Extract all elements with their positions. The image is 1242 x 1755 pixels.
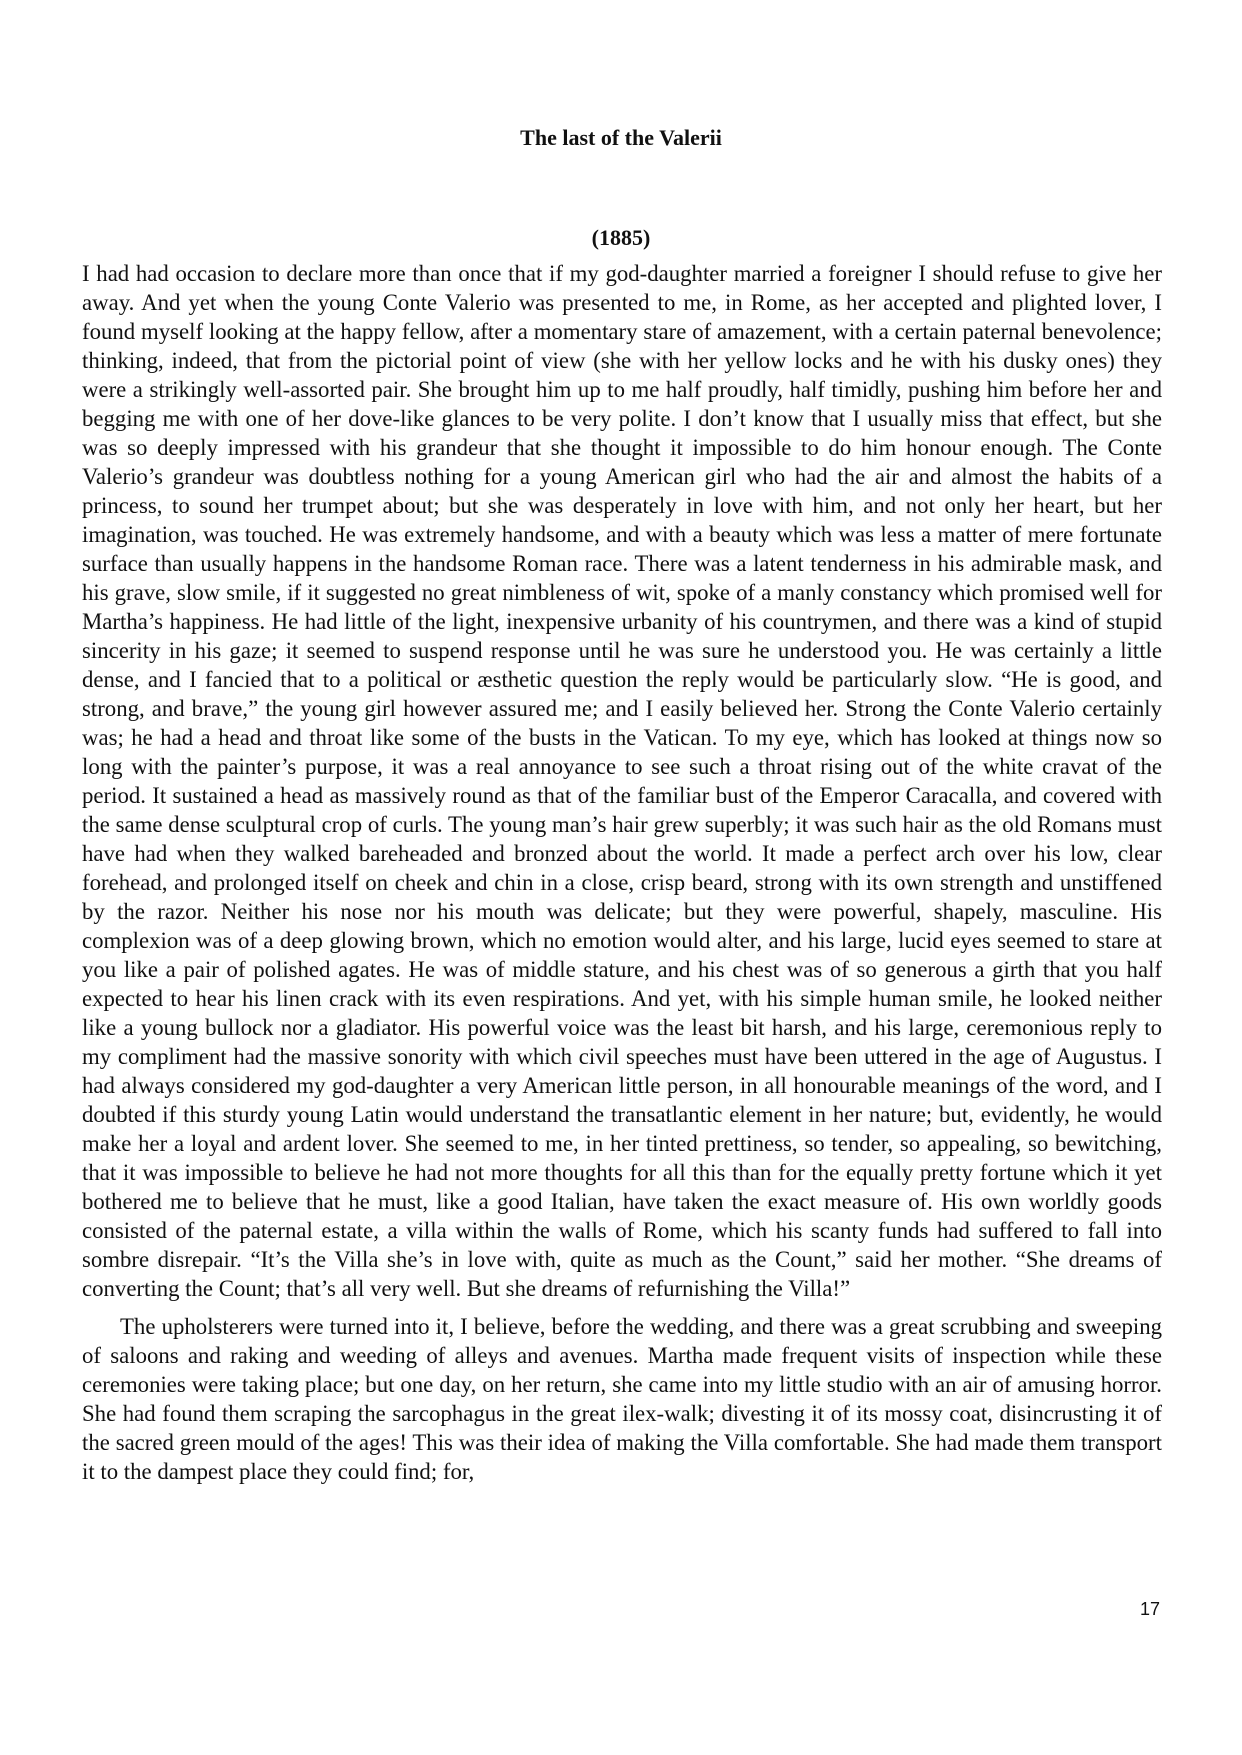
paragraph-2: The upholsterers were turned into it, I believe, before the wedding, and there was a great scrubbing and sweeping of saloons and raking and weeding of alleys and avenues. Martha made frequent visits of inspection while these ceremonies were taking place; but one day, on her return, she came into my little studio with an air of amusing horror. She had found them scraping the sarcophagus in the great ilex-walk; divesting it of its mossy coat, disincrusting it of the sacred green mould of the ages! This was their idea of making the Villa comfortable. She had made them transport it to the dampest place they could find; for, <box>82 1314 1162 1484</box>
paragraph-1: I had had occasion to declare more than once that if my god-daughter married a foreigner I should refuse to give her away. And yet when the young Conte Valerio was presented to me, in Rome, as her accepted and plighted lover, I found myself looking at the happy fellow, after a momentary stare of amazement, with a certain paternal benevolence; thinking, indeed, that from the pictorial point of view (she with her yellow locks and he with his dusky ones) they were a strikingly well-assorted pair. She brought him up to me half proudly, half timidly, pushing him before her and begging me with one of her dove-like glances to be very polite. I don’t know that I usually miss that effect, but she was so deeply impressed with his grandeur that she thought it impossible to do him honour enough. The Conte Valerio’s grandeur was doubtless nothing for a young American girl who had the air and almost the habits of a princess, to sound her trumpet about; but she was desperately in love with him, and not only her heart, but her imagination, was touched. He was extremely handsome, and with a beauty which was less a matter of mere fortunate surface than usually happens in the handsome Roman race. There was a latent tenderness in his admirable mask, and his grave, slow smile, if it suggested no great nimbleness of wit, spoke of a manly constancy which promised well for Martha’s happiness. He had little of the light, inexpensive urbanity of his countrymen, and there was a kind of stupid sincerity in his gaze; it seemed to suspend response until he was sure he understood you. He was certainly a little dense, and I fancied that to a political or æsthetic question the reply would be particularly slow. “He is good, and strong, and brave,” the young girl however assured me; and I easily believed her. Strong the Conte Valerio certainly was; he had a head and throat like some of the busts in the Vatican. To my eye, which has looked at things now so long with the painter’s purpose, it was a real annoyance to see such a throat rising out of the white cravat of the period. It sustained a head as massively round as that of the familiar bust of the Emperor Caracalla, and covered with the same dense sculptural crop of curls. The young man’s hair grew superbly; it was such hair as the old Romans must have had when they walked bareheaded and bronzed about the world. It made a perfect arch over his low, clear forehead, and prolonged itself on cheek and chin in a close, crisp beard, strong with its own strength and unstiffened by the razor. Neither his nose nor his mouth was delicate; but they were powerful, shapely, masculine. His complexion was of a deep glowing brown, which no emotion would alter, and his large, lucid eyes seemed to stare at you like a pair of polished agates. He was of middle stature, and his chest was of so generous a girth that you half expected to hear his linen crack with its even respirations. And yet, with his simple human smile, he looked neither like a young bullock nor a gladiator. His powerful voice was the least bit harsh, and his large, ceremonious reply to my compliment had the massive sonority with which civil speeches must have been uttered in the age of Augustus. I had always considered my god-daughter a very American little person, in all honourable meanings of the word, and I doubted if this sturdy young Latin would understand the transatlantic element in her nature; but, evidently, he would make her a loyal and ardent lover. She seemed to me, in her tinted prettiness, so tender, so appealing, so bewitching, that it was impossible to believe he had not more thoughts for all this than for the equally pretty fortune which it yet bothered me to believe that he must, like a good Italian, have taken the exact measure of. His own worldly goods consisted of the paternal estate, a villa within the walls of Rome, which his scanty funds had suffered to fall into sombre disrepair. “It’s the Villa she’s in love with, quite as much as the Count,” said her mother. “She dreams of converting the Count; that’s all very well. But she dreams of refurnishing the Villa!” <box>82 261 1162 1301</box>
page-title: The last of the Valerii <box>520 125 722 150</box>
page-number: 17 <box>1139 1599 1160 1619</box>
publication-year: (1885) <box>591 225 651 250</box>
body-text <box>82 259 1162 1486</box>
